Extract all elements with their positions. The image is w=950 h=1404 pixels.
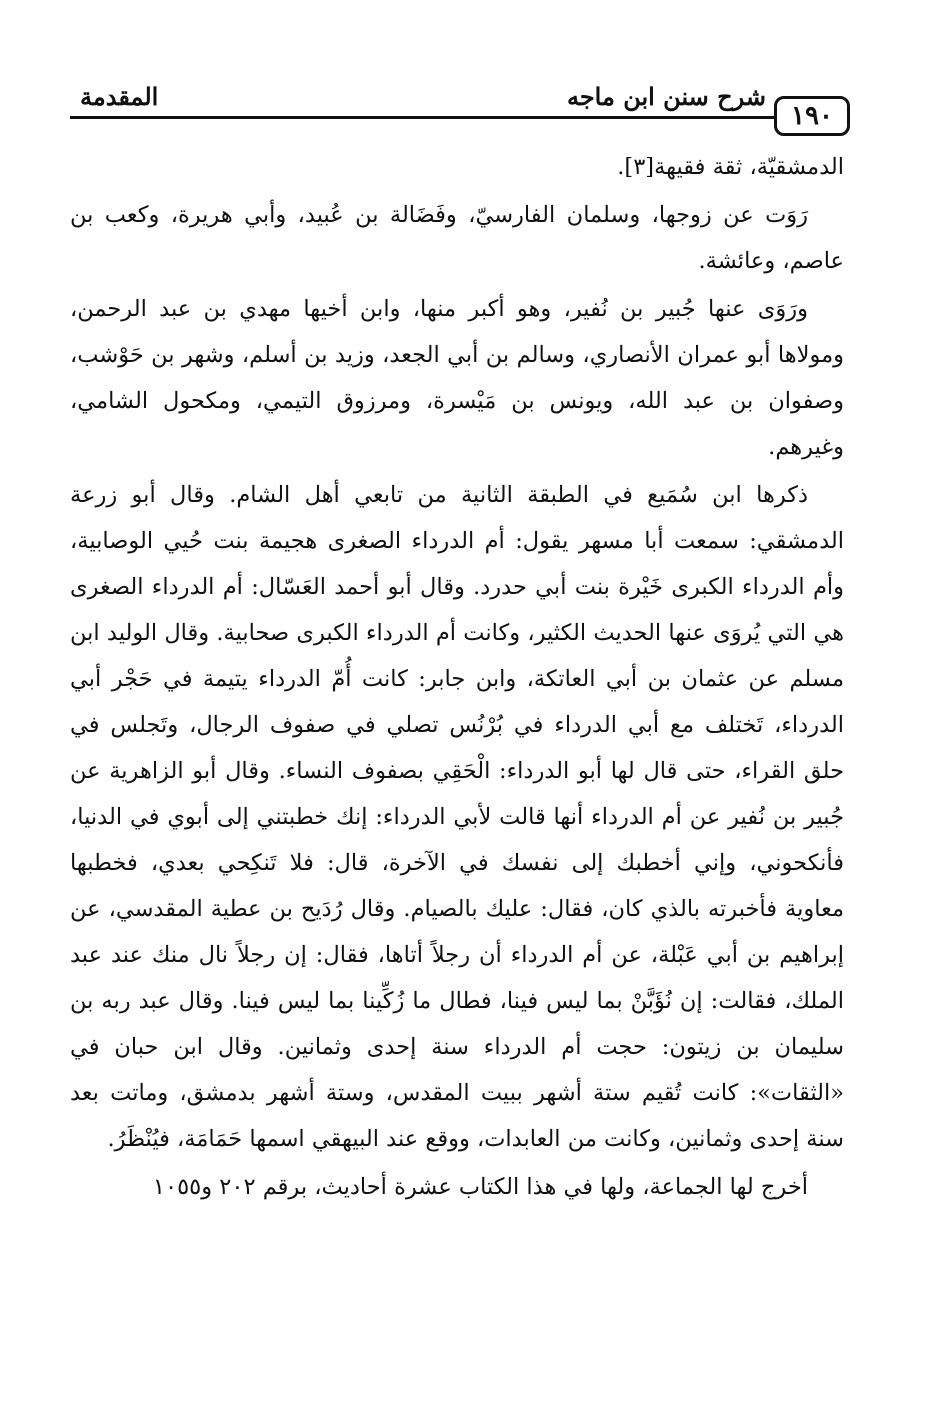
body-text — [60, 144, 850, 1210]
paragraph: الدمشقيّة، ثقة فقيهة[٣]. — [617, 154, 844, 180]
paragraph: أخرج لها الجماعة، ولها في هذا الكتاب عشرة أحاديث، برقم ٢٠٢ و١٠٥٥ — [152, 1174, 808, 1200]
page-header — [60, 70, 850, 131]
page-number: ١٩٠ — [774, 96, 850, 136]
paragraph: ورَوَى عنها جُبير بن نُفير، وهو أكبر منها، وابن أخيها مهدي بن عبد الرحمن، ومولاها أبو عمران الأنصاري، وسالم بن أبي الجعد، وزيد بن أسلم، وشهر بن حَوْشب، وصفوان بن عبد الله، ويونس بن مَيْسرة، ومرزوق التيمي، ومكحول الشامي، وغيرهم. — [70, 296, 844, 460]
paragraph: رَوَت عن زوجها، وسلمان الفارسيّ، وفَضَالة بن عُبيد، وأبي هريرة، وكعب بن عاصم، وعائشة. — [70, 202, 844, 274]
page — [60, 70, 850, 1212]
header-rule — [70, 116, 850, 119]
book-title: شرح سنن ابن ماجه — [566, 82, 766, 111]
paragraph: ذكرها ابن سُمَيع في الطبقة الثانية من تابعي أهل الشام. وقال أبو زرعة الدمشقي: سمعت أبا مسهر يقول: أم الدرداء الصغرى هجيمة بنت حُيي الوصابية، وأم الدرداء الكبرى خَيْرة بنت أبي حدرد. وقال أبو أحمد العَسّال: أم الدرداء الصغرى هي التي يُروَى عنها الحديث الكثير، وكانت أم الدرداء الكبرى صحابية. وقال الوليد ابن مسلم عن عثمان بن أبي العاتكة، وابن جابر: كانت أُمّ الدرداء يتيمة في حَجْر أبي الدرداء، تَختلف مع أبي الدرداء في بُرْنُس تصلي في صفوف الرجال، وتَجلس في حلق القراء، حتى قال لها أبو الدرداء: الْحَقِي بصفوف النساء. وقال أبو الزاهرية عن جُبير بن نُفير عن أم الدرداء أنها قالت لأبي الدرداء: إنك خطبتني إلى أبوي في الدنيا، فأنكحوني، وإني أخطبك إلى نفسك في الآخرة، قال: فلا تَنكِحي بعدي، فخطبها معاوية فأخبرته بالذي كان، فقال: عليك بالصيام. وقال رُدَيح بن عطية المقدسي، عن إبراهيم بن أبي عَبْلة، عن أم الدرداء أن رجلاً أتاها، فقال: إن رجلاً نال منك عند عبد الملك، فقالت: إن نُؤَبَّنْ بما ليس فينا، فطال ما زُكِّينا بما ليس فينا. وقال عبد ربه بن سليمان بن زيتون: حجت أم الدرداء سنة إحدى وثمانين. وقال ابن حبان في «الثقات»: كانت تُقيم ستة أشهر ببيت المقدس، وستة أشهر بدمشق، وماتت بعد سنة إحدى وثمانين، وكانت من العابدات، ووقع عند البيهقي اسمها حَمَامَة، فيُنْظَرُ. — [70, 482, 844, 1152]
section-title: المقدمة — [80, 82, 159, 111]
